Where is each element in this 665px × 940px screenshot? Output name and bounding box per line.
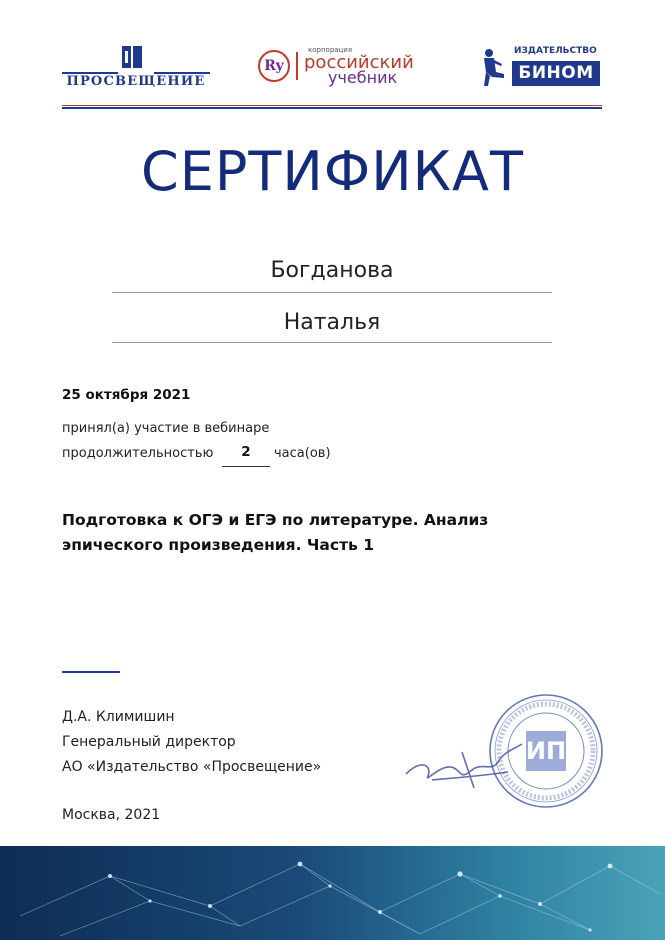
footer-network-banner xyxy=(0,846,665,940)
duration-label: продолжительностью xyxy=(62,446,214,461)
ru-mark-icon: Ry xyxy=(258,50,290,82)
duration-value: 2 xyxy=(241,444,251,460)
prosveshchenie-logo-text: ПРОСВЕЩЕНИЕ xyxy=(66,74,206,89)
signatory-position: Генеральный директор xyxy=(62,734,236,750)
header-rule-red xyxy=(62,105,602,106)
binom-logo-text: БИНОМ xyxy=(512,61,600,86)
duration-rule xyxy=(222,466,270,467)
topic-line-2: эпического произведения. Часть 1 xyxy=(62,536,375,554)
place-year: Москва, 2021 xyxy=(62,807,161,823)
signature-accent-bar xyxy=(62,671,120,673)
signatory-organization: АО «Издательство «Просвещение» xyxy=(62,759,322,775)
russian-textbook-logo xyxy=(258,46,438,88)
binom-logo-small-text: ИЗДАТЕЛЬСТВО xyxy=(514,46,597,56)
participation-text: принял(а) участие в вебинаре xyxy=(62,421,270,436)
handwritten-signature-icon xyxy=(402,722,542,792)
ru-divider xyxy=(296,52,298,80)
reading-person-icon xyxy=(478,48,506,86)
certificate-title: СЕРТИФИКАТ xyxy=(141,140,524,203)
topic-line-1: Подготовка к ОГЭ и ЕГЭ по литературе. Анализ xyxy=(62,511,489,529)
ru-logo-small-text: корпорация xyxy=(308,46,353,54)
duration-unit: часа(ов) xyxy=(274,446,331,461)
first-name-rule xyxy=(112,342,552,343)
prosveshchenie-logo xyxy=(62,46,210,92)
webinar-date: 25 октября 2021 xyxy=(62,387,191,403)
webinar-topic xyxy=(62,508,582,558)
header-rule-blue xyxy=(62,107,602,109)
recipient-first-name: Наталья xyxy=(283,310,381,335)
signatory-name: Д.А. Климишин xyxy=(62,709,175,725)
surname-rule xyxy=(112,292,552,293)
binom-logo xyxy=(478,46,602,88)
ru-logo-line1: российский xyxy=(304,52,414,73)
ru-logo-line2: учебник xyxy=(328,68,398,87)
prosveshchenie-mark-icon xyxy=(122,46,142,68)
recipient-surname: Богданова xyxy=(270,258,394,283)
stamp-center-text: ИП xyxy=(525,737,567,765)
